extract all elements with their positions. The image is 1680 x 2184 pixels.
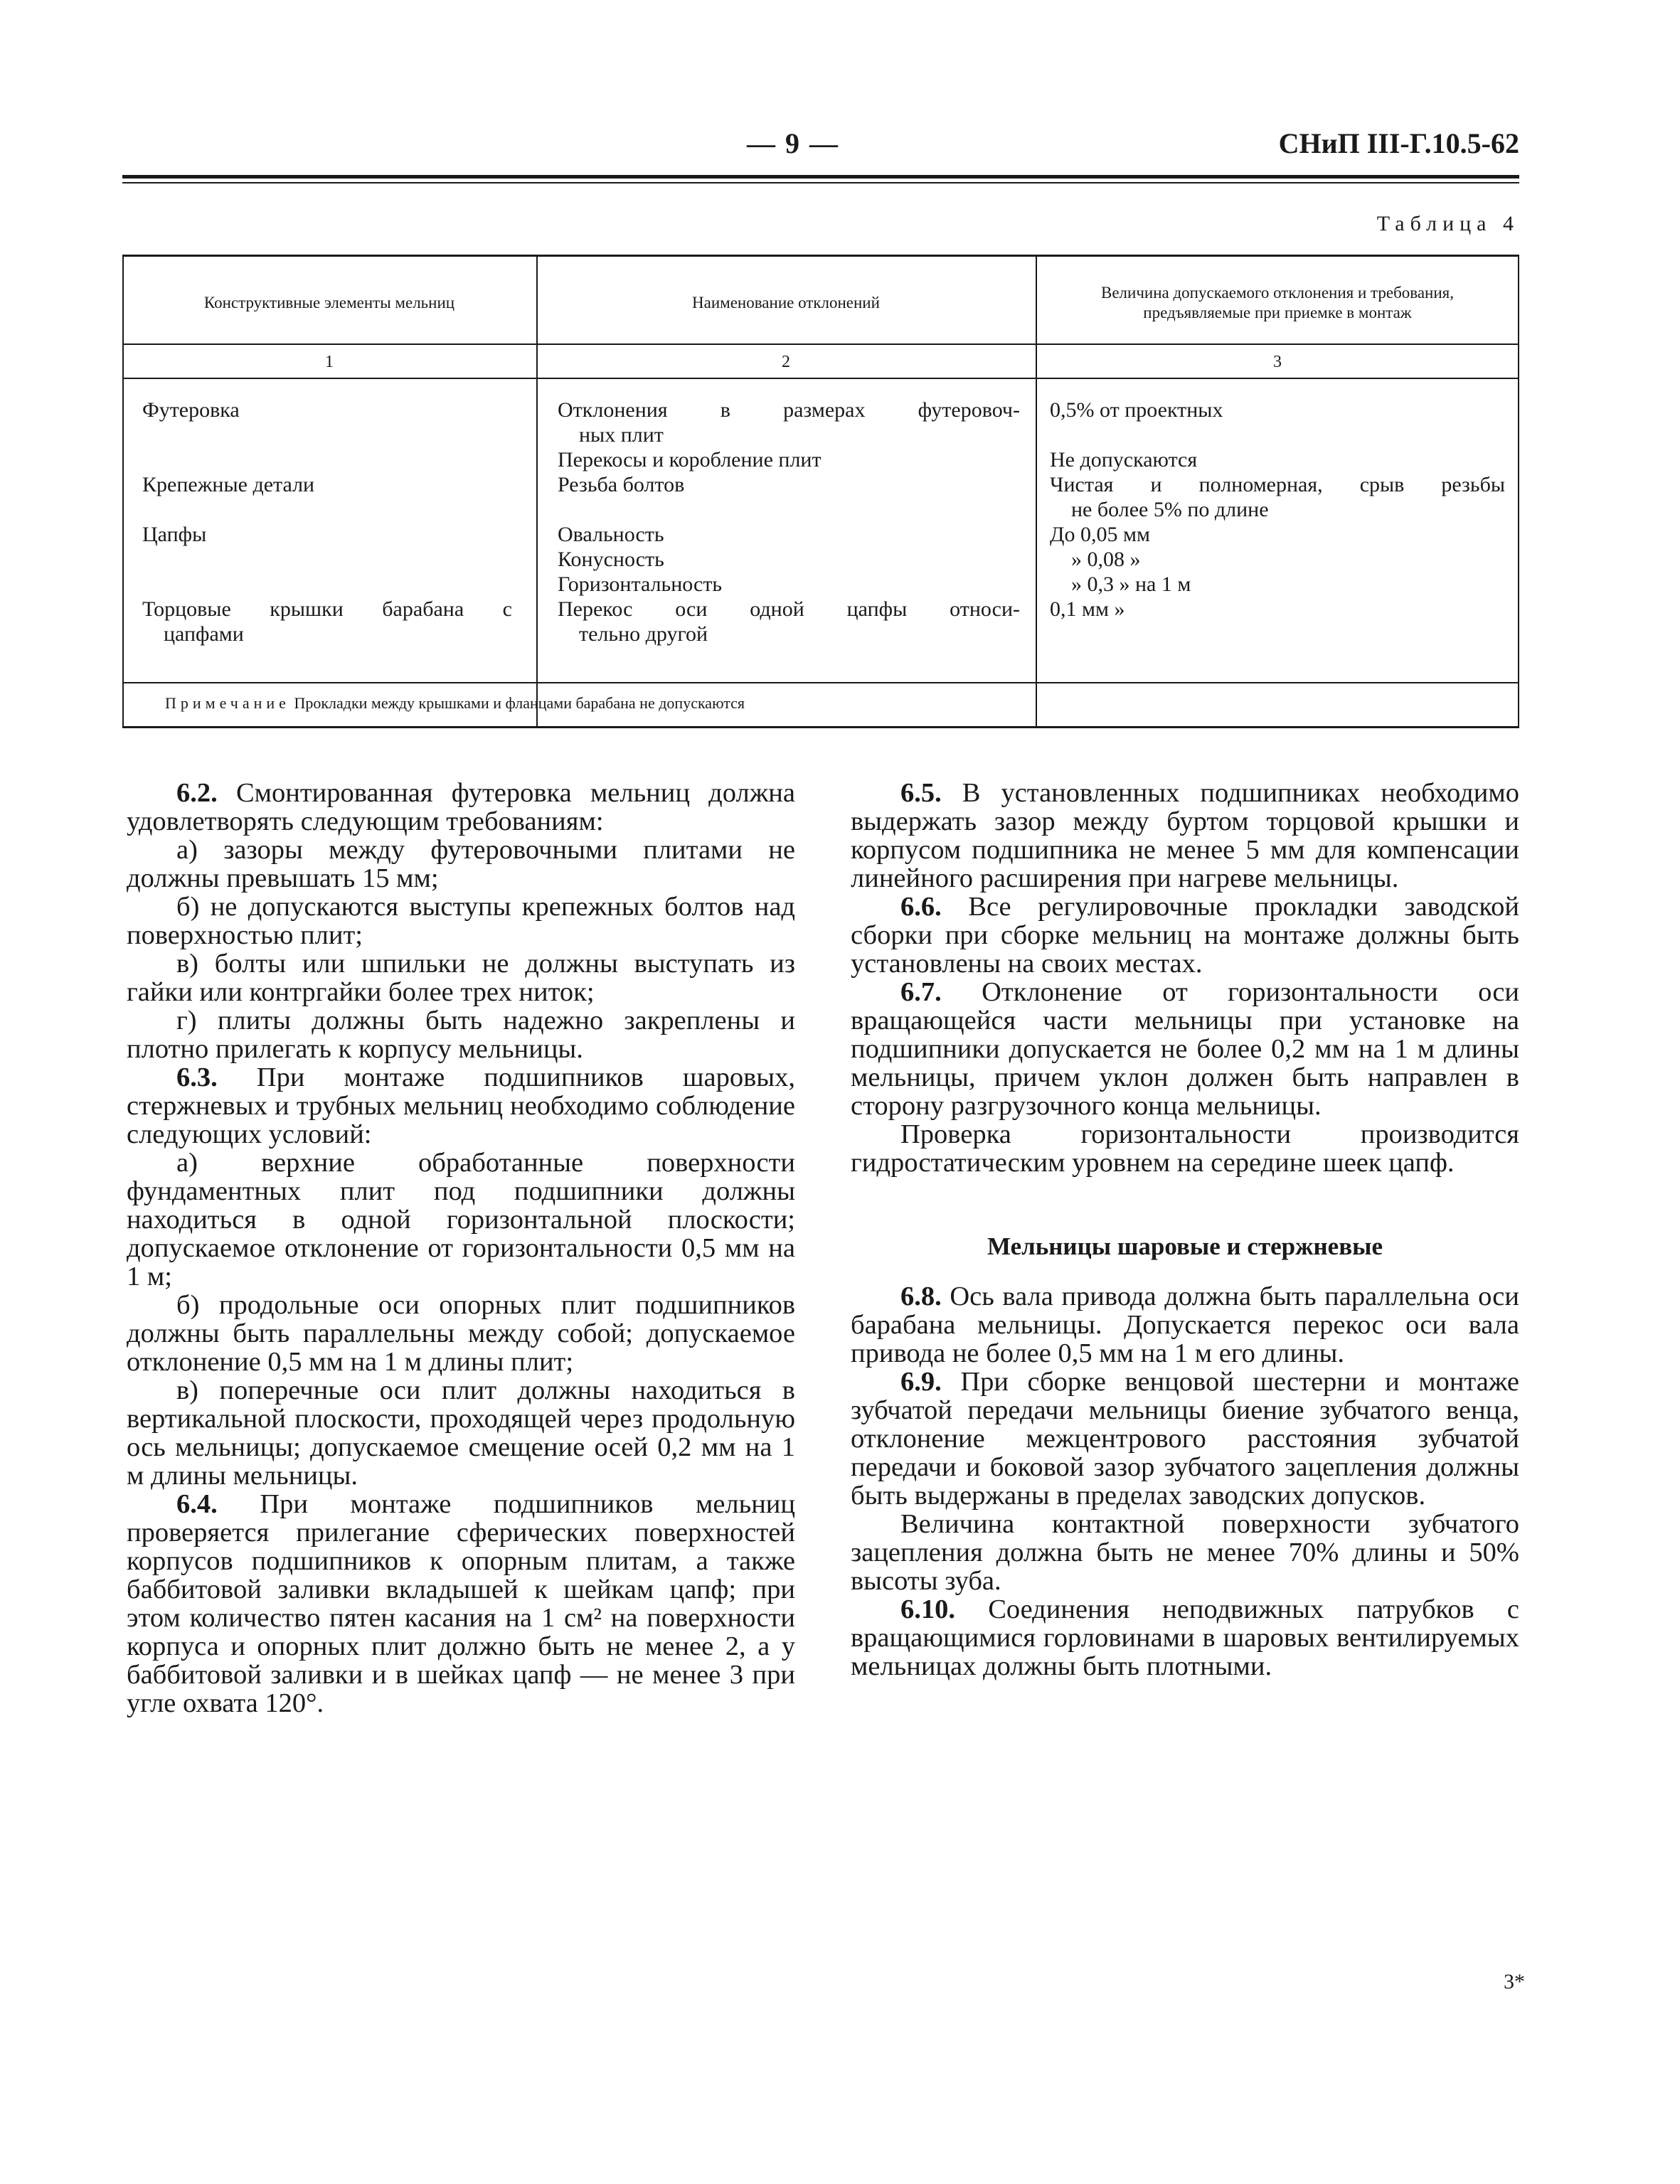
paragraph: [851, 1120, 1519, 1177]
paragraph-text: в) поперечные оси плит должны находиться в вертикальной плоскости, проходящей через продольную ось мельницы; допускаемое смещение осей 0,2 мм на 1 м длины мельницы.: [127, 1375, 795, 1491]
section-number: 6.6.: [900, 892, 942, 922]
table-cell: Овальность: [558, 523, 664, 546]
paragraph: [127, 1490, 795, 1717]
paragraph-text: а) зазоры между футеровочными плитами не должны превышать 15 мм;: [127, 835, 795, 893]
paragraph-text: Все регулировочные прокладки заводской сборки при сборке мельниц на монтаже должны быть установлены на своих местах.: [851, 892, 1519, 979]
table-cell: Футеровка: [142, 398, 240, 422]
paragraph-text: б) не допускаются выступы крепежных болтов над поверхностью плит;: [127, 892, 795, 950]
table-cell: ных плит: [579, 423, 664, 447]
paragraph: [127, 893, 795, 949]
paragraph-text: г) плиты должны быть надежно закреплены и плотно прилегать к корпусу мельницы.: [127, 1006, 795, 1064]
table-cell: [558, 497, 1020, 522]
table-cell: Не допускаются: [1050, 448, 1198, 472]
table-cell: 0,1 мм »: [1050, 597, 1125, 621]
paragraph-text: в) болты или шпильки не должны выступать из гайки или контргайки более трех ниток;: [127, 949, 795, 1007]
paragraph: [127, 1063, 795, 1149]
right-text-column: [851, 779, 1519, 1680]
left-text-column: [127, 779, 795, 1717]
paragraph-text: б) продольные оси опорных плит подшипников должны быть параллельны между собой; допускаемое отклонение 0,5 мм на 1 м длины плит;: [127, 1290, 795, 1377]
paragraph: [127, 1006, 795, 1063]
table-cell: Чистая и полномерная, срыв резьбы: [1050, 473, 1505, 496]
page-number: — 9 —: [747, 127, 839, 159]
paragraph: [127, 1149, 795, 1291]
paragraph: [127, 1291, 795, 1376]
table-header-col2: Наименование отклонений: [692, 294, 880, 311]
section-number: 6.4.: [176, 1489, 218, 1519]
table-column-divider-2: [1036, 257, 1037, 726]
section-number: 6.3.: [176, 1062, 218, 1092]
table-cell: Конусность: [558, 548, 664, 571]
table-header-col3: Величина допускаемого отклонения и требования, предъявляемые при приемке в монтаж: [1101, 284, 1454, 321]
table-cell: Перекос оси одной цапфы относи-: [558, 597, 1020, 621]
table-cell: » 0,08 »: [1071, 548, 1141, 571]
paragraph-text: Соединения неподвижных патрубков с вращающимися горловинами в шаровых вентилируемых мельницах должны быть плотными.: [851, 1594, 1519, 1681]
sheet-mark: 3*: [1504, 1970, 1525, 1993]
paragraph: [851, 1510, 1519, 1595]
table-cell: тельно другой: [579, 622, 708, 646]
header-rule: [122, 175, 1519, 179]
table-cell: не более 5% по длине: [1071, 498, 1269, 521]
section-number: 6.10.: [900, 1594, 955, 1624]
table-column-divider-1: [536, 257, 538, 726]
table-note: [165, 694, 745, 713]
table-border-right: [1518, 257, 1519, 726]
paragraph-text: При монтаже подшипников мельниц проверяется прилегание сферических поверхностей корпусов подшипников к опорным плитам, а также баббитовой заливки вкладышей к шейкам цапф; при этом количество пятен касания на 1 см² на поверхности корпуса и опорных плит должно быть не менее 2, а у баббитовой заливки и в шейках цапф — не менее 3 при угле охвата 120°.: [127, 1489, 796, 1718]
table-body-end-rule: [122, 682, 1519, 683]
deviation-table: [122, 255, 1519, 728]
paragraph: [851, 1595, 1519, 1680]
paragraph: [127, 836, 795, 893]
table-border-left: [122, 257, 124, 726]
table-col2-cells: [558, 398, 1020, 646]
section-number: 6.7.: [900, 977, 942, 1007]
table-cell: Резьба болтов: [558, 473, 685, 496]
paragraph-text: Отклонение от горизонтальности оси вращающейся части мельницы при установке на подшипники допускается не более 0,2 мм на 1 м длины мельницы, причем уклон должен быть направлен в сторону разгрузочного конца мельницы.: [851, 977, 1520, 1121]
paragraph-text: Величина контактной поверхности зубчатого зацепления должна быть не менее 70% длины и 50% высоты зуба.: [851, 1509, 1519, 1596]
paragraph-text: Смонтированная футеровка мельниц должна удовлетворять следующим требованиям:: [127, 778, 795, 836]
paragraph-text: При сборке венцовой шестерни и монтаже зубчатой передачи мельницы биение зубчатого венца, отклонение межцентрового расстояния зубчатой передачи и боковой зазор зубчатого зацепления должны быть выдержаны в пределах заводских допусков.: [851, 1367, 1519, 1511]
section-heading: Мельницы шаровые и стержневые: [987, 1232, 1383, 1260]
table-caption: Таблица 4: [1376, 212, 1519, 235]
table-cell: [142, 497, 512, 522]
table-cell: Горизонтальность: [558, 572, 723, 596]
paragraph: [127, 779, 795, 836]
section-number: 6.9.: [900, 1367, 942, 1397]
paragraph-text: Ось вала привода должна быть параллельна оси барабана мельницы. Допускается перекос оси вала привода не более 0,5 мм на 1 м его длины.: [851, 1282, 1519, 1368]
table-cell: цапфами: [164, 622, 244, 646]
paragraph: [851, 893, 1519, 978]
paragraph: [851, 1368, 1519, 1510]
table-number-row-rule: [122, 378, 1519, 379]
paragraph-text: В установленных подшипниках необходимо выдержать зазор между буртом торцовой крышки и корпусом подшипника не менее 5 мм для компенсации линейного расширения при нагреве мельницы.: [851, 778, 1519, 893]
paragraph: [851, 978, 1519, 1120]
paragraph-text: Проверка горизонтальности производится гидростатическим уровнем на середине шеек цапф.: [851, 1119, 1519, 1178]
table-cell: Перекосы и коробление плит: [558, 448, 822, 472]
table-cell: Крепежные детали: [142, 473, 315, 496]
table-col1-cells: [142, 398, 512, 646]
paragraph-text: а) верхние обработанные поверхности фундаментных плит под подшипники должны находиться в одной горизонтальной плоскости; допускаемое отклонение от горизонтальности 0,5 мм на 1 м;: [127, 1148, 795, 1291]
table-cell: Торцовые крышки барабана с: [142, 597, 512, 621]
section-number: 6.2.: [176, 778, 218, 808]
paragraph: [851, 779, 1519, 893]
table-col3-cells: [1050, 398, 1505, 622]
table-header-col1: Конструктивные элементы мельниц: [203, 294, 455, 311]
document-code: СНиП III-Г.10.5-62: [1278, 127, 1519, 159]
table-cell: [142, 547, 512, 572]
table-col3-number: 3: [1273, 352, 1282, 371]
header-rule-thin: [122, 182, 1519, 183]
table-cell: До 0,05 мм: [1050, 523, 1150, 546]
table-header-rule: [122, 343, 1519, 345]
table-cell: Отклонения в размерах футеровоч-: [558, 398, 1020, 422]
paragraph: [851, 1282, 1519, 1368]
table-cell: [142, 422, 512, 447]
paragraph: [127, 949, 795, 1006]
section-number: 6.5.: [900, 778, 942, 808]
table-cell: [142, 572, 512, 597]
table-col1-number: 1: [325, 352, 334, 371]
table-note-label: Примечание: [165, 694, 290, 712]
table-cell: [142, 447, 512, 472]
paragraph-text: При монтаже подшипников шаровых, стержневых и трубных мельниц необходимо соблюдение следующих условий:: [127, 1062, 796, 1149]
paragraph: [127, 1376, 795, 1490]
table-cell: » 0,3 » на 1 м: [1071, 572, 1191, 596]
table-cell: 0,5% от проектных: [1050, 398, 1223, 422]
table-cell: Цапфы: [142, 523, 207, 546]
table-note-text: Прокладки между крышками и фланцами барабана не допускаются: [294, 694, 745, 712]
section-number: 6.8.: [900, 1282, 942, 1311]
table-col2-number: 2: [782, 352, 790, 371]
table-cell: [1050, 422, 1505, 447]
